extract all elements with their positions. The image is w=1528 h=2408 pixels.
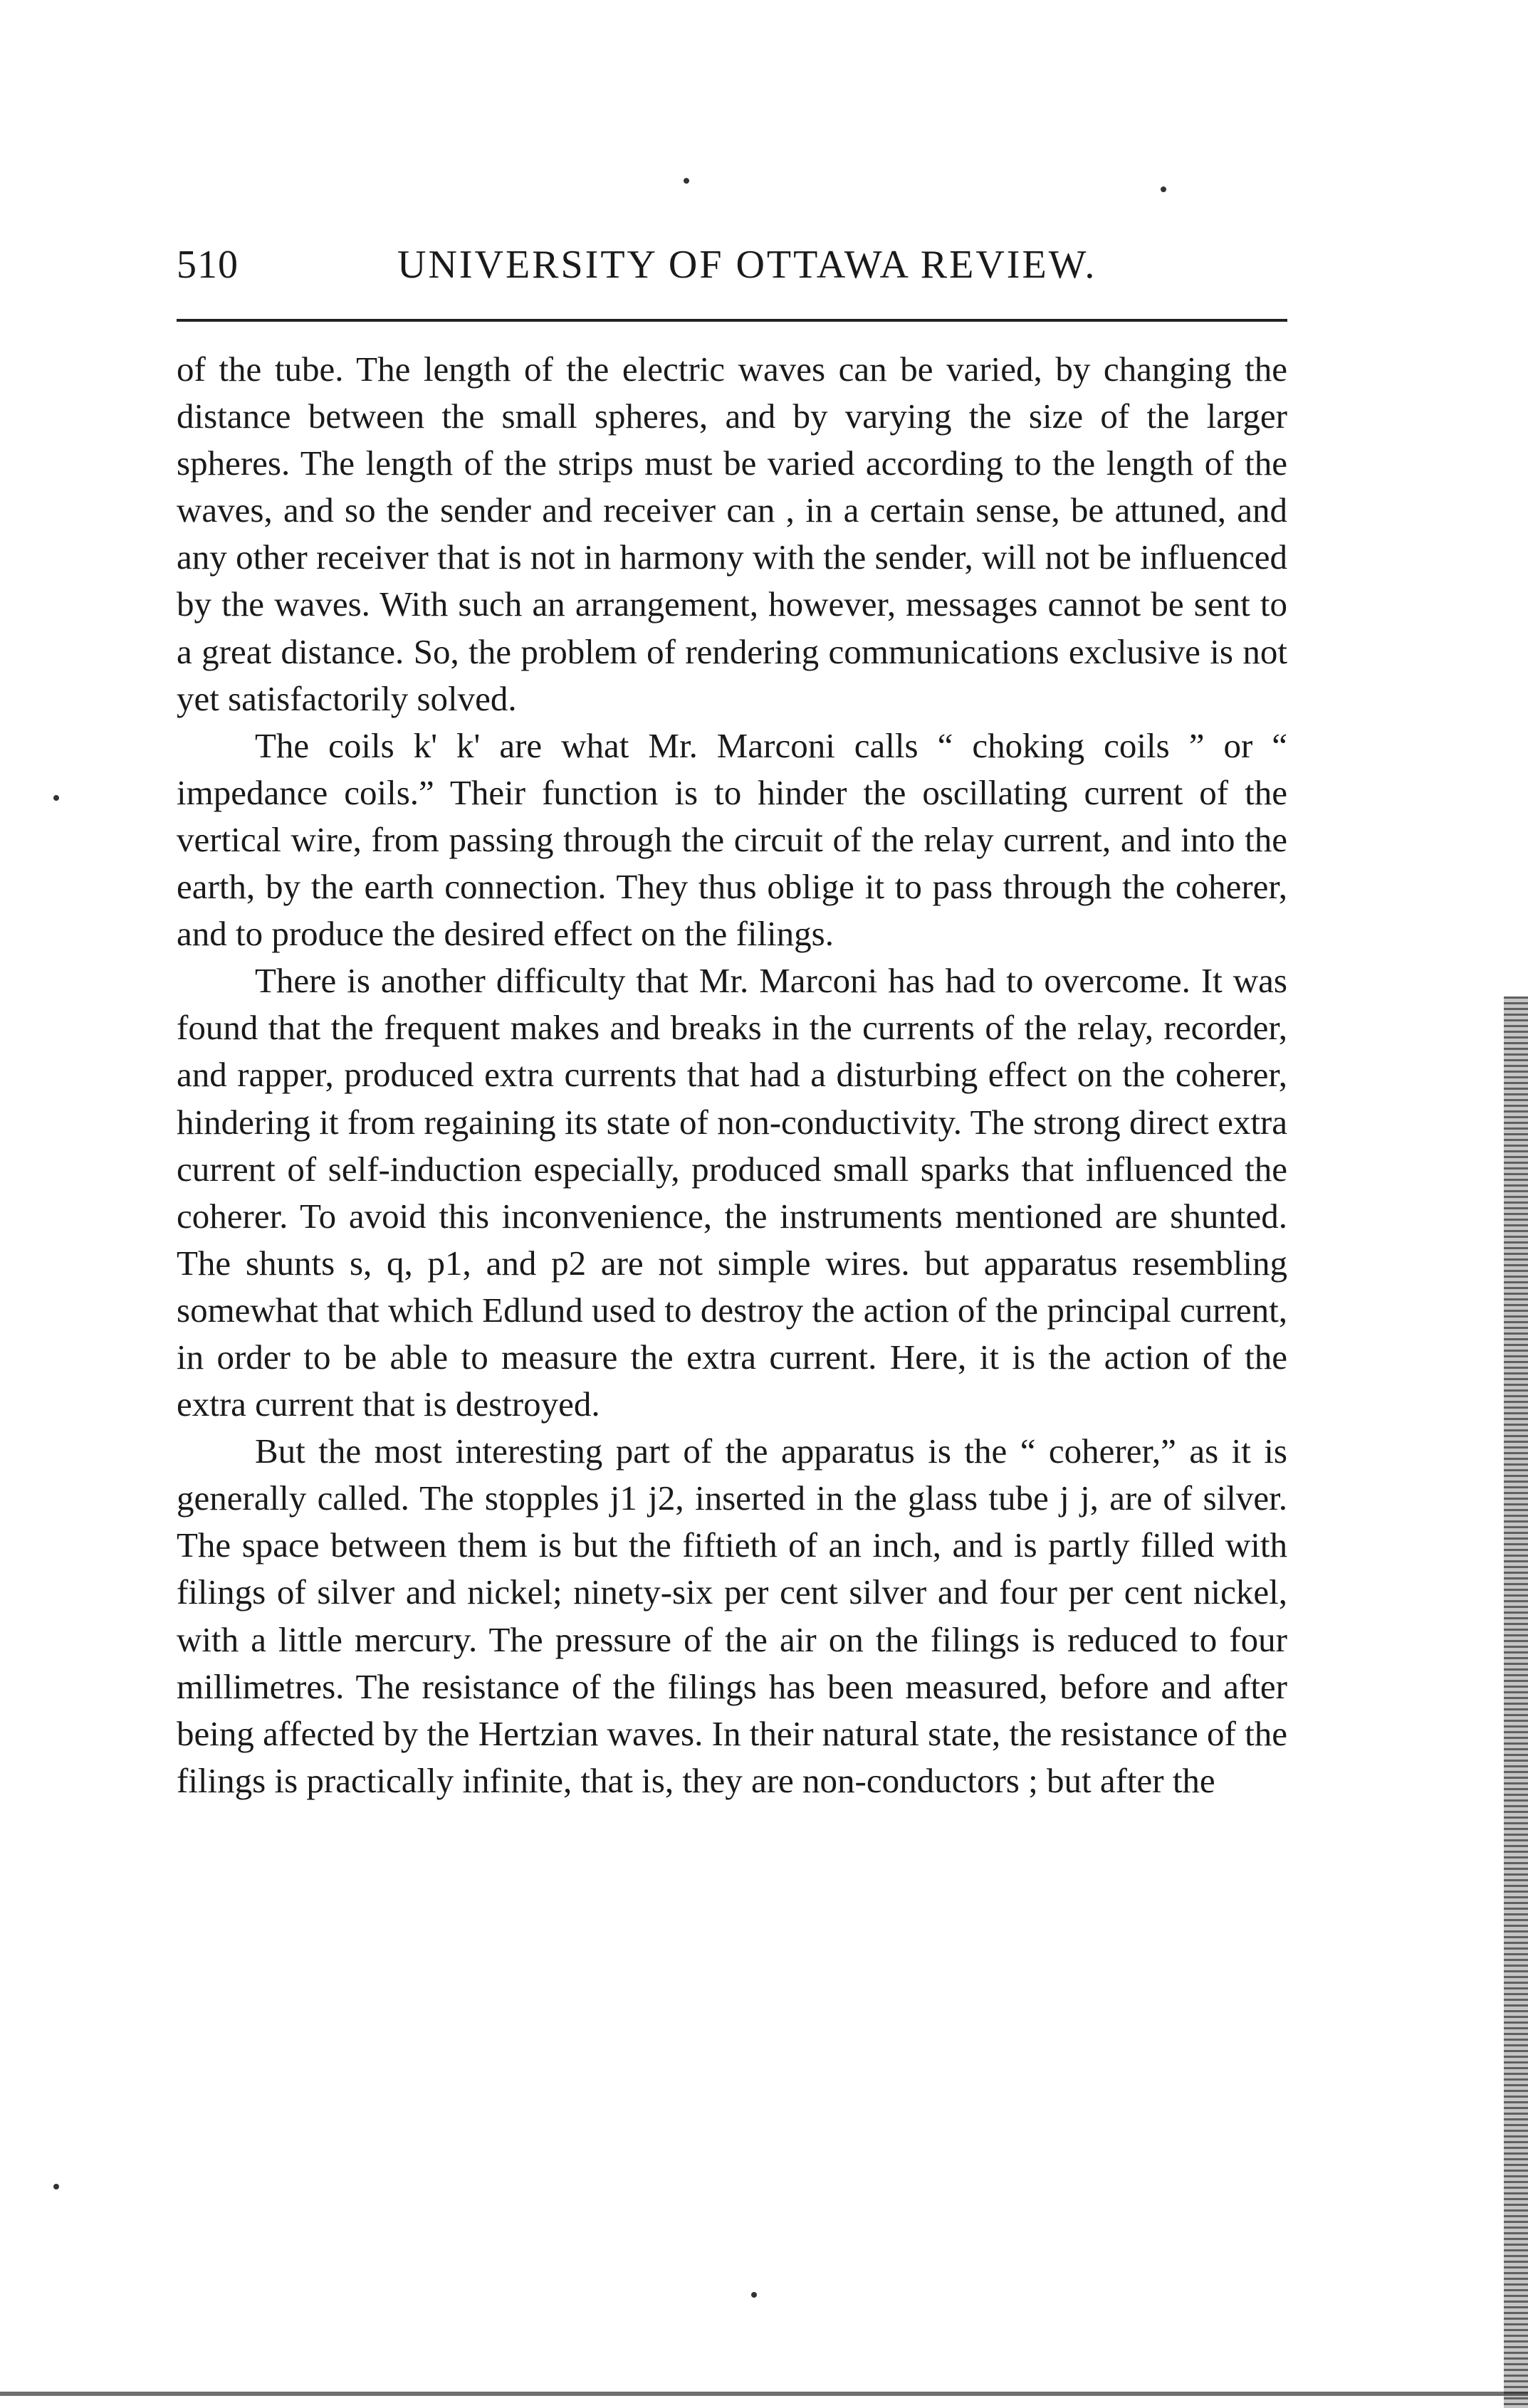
paragraph-1: of the tube. The length of the electric waves can be varied, by changing the distance between the small spheres, and by varying the size of the larger spheres. The length of the strips must be varied according to the length of the waves, and so the sender and receiver can , in a certain sense, be attuned, and any other receiver that is not in harmony with the sender, will not be influenced by the waves. With such an arrangement, however, messages cannot be sent to a great distance. So, the problem of rendering communications exclusive is not yet satisfactorily solved.: [177, 349, 1287, 718]
page-header: [177, 242, 1287, 299]
page-bottom-edge: [0, 2392, 1528, 2396]
page-edge-binding: [1504, 997, 1528, 2408]
running-title: UNIVERSITY OF OTTAWA REVIEW.: [397, 243, 1097, 287]
scan-speck: [684, 178, 689, 184]
paragraph-3: There is another difficulty that Mr. Marconi has had to overcome. It was found that the frequent makes and breaks in the currents of the relay, recorder, and rapper, produced extra currents that had a disturbing effect on the coherer, hindering it from regaining its state of non-conductivity. The strong direct extra current of self-induction especially, produced small sparks that influenced the coherer. To avoid this inconvenience, the instruments mentioned are shunted. The shunts s, q, p1, and p2 are not simple wires. but apparatus resembling somewhat that which Edlund used to destroy the action of the principal current, in order to be able to measure the extra current. Here, it is the action of the extra current that is destroyed.: [177, 961, 1287, 1424]
paragraph-2: The coils k' k' are what Mr. Marconi calls “ choking coils ” or “ impedance coils.” Their function is to hinder the oscillating current of the vertical wire, from passing through the circuit of the relay current, and into the earth, by the earth connection. They thus oblige it to pass through the coherer, and to produce the desired effect on the filings.: [177, 725, 1287, 954]
body-text: [177, 346, 1287, 1804]
scan-speck: [751, 2292, 757, 2298]
page-number: 510: [177, 243, 239, 287]
scan-speck: [53, 2184, 59, 2189]
header-rule: [177, 319, 1287, 322]
scan-speck: [1161, 186, 1166, 192]
scan-speck: [53, 795, 59, 801]
paragraph-4: But the most interesting part of the apparatus is the “ coherer,” as it is generally called. The stopples j1 j2, inserted in the glass tube j j, are of silver. The space between them is but the fiftieth of an inch, and is partly filled with filings of silver and nickel; ninety-six per cent silver and four per cent nickel, with a little mercury. The pressure of the air on the filings is reduced to four millimetres. The resistance of the filings has been measured, before and after being affected by the Hertzian waves. In their natural state, the resistance of the filings is practically infinite, that is, they are non-conductors ; but after the: [177, 1431, 1287, 1800]
